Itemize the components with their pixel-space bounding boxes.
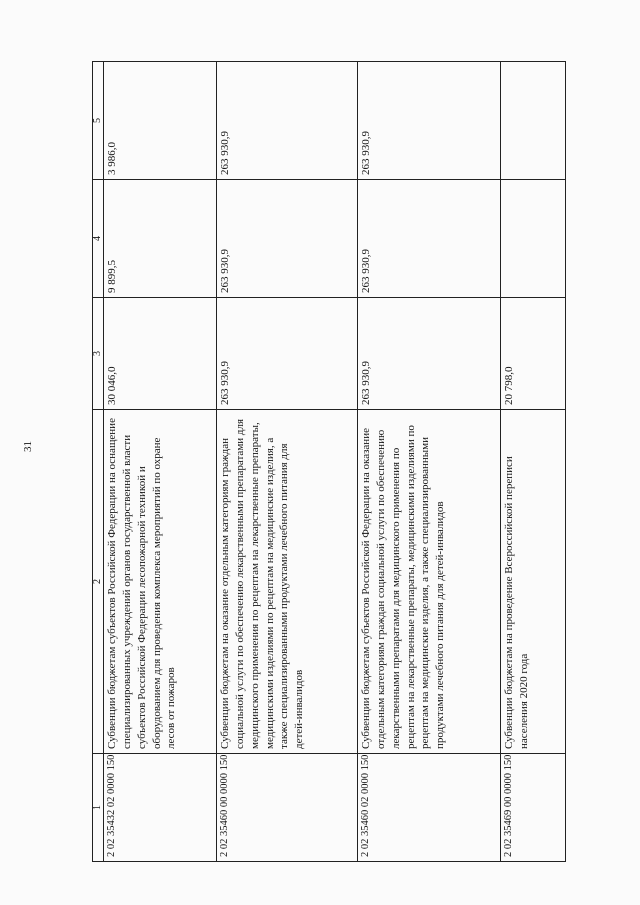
column-header: 2 bbox=[93, 410, 104, 754]
amount-cell: 263 930,9 bbox=[358, 180, 501, 298]
budget-code-cell: 2 02 35460 00 0000 150 bbox=[217, 754, 358, 862]
table-row bbox=[358, 62, 501, 862]
column-header: 3 bbox=[93, 298, 104, 410]
amount-cell: 263 930,9 bbox=[358, 298, 501, 410]
column-header: 5 bbox=[93, 62, 104, 180]
amount-cell: 263 930,9 bbox=[217, 180, 358, 298]
amount-cell bbox=[501, 180, 566, 298]
table-header-row bbox=[93, 62, 104, 862]
description-cell: Субвенции бюджетам субъектов Российской Федерации на оказание отдельным категориям граждан социальной услуги по обеспечению лекарственными препаратами для медицинского применения по рецептам на лекарственные препараты, медицинскими изделиями по рецептам на медицинские изделия, а также специализированными продуктами лечебного питания для детей-инвалидов bbox=[358, 410, 501, 754]
column-header: 4 bbox=[93, 180, 104, 298]
amount-cell: 20 798,0 bbox=[501, 298, 566, 410]
page-number: 31 bbox=[22, 441, 34, 452]
budget-code-cell: 2 02 35432 02 0000 150 bbox=[104, 754, 217, 862]
amount-cell: 30 046,0 bbox=[104, 298, 217, 410]
budget-code-cell: 2 02 35469 00 0000 150 bbox=[501, 754, 566, 862]
amount-cell: 263 930,9 bbox=[358, 62, 501, 180]
description-cell: Субвенции бюджетам на оказание отдельным категориям граждан социальной услуги по обеспечению лекарственными препаратами для медицинского применения по рецептам на лекарственные препараты, медицинскими изделиями по рецептам на медицинские изделия, а также специализированными продуктами лечебного питания для детей-инвалидов bbox=[217, 410, 358, 754]
amount-cell: 3 986,0 bbox=[104, 62, 217, 180]
column-header: 1 bbox=[93, 754, 104, 862]
description-cell: Субвенции бюджетам субъектов Российской Федерации на оснащение специализированных учреждений органов государственной власти субъектов Российской Федерации лесопожарной техникой и оборудованием для проведения комплекса мероприятий по охране лесов от пожаров bbox=[104, 410, 217, 754]
amount-cell: 263 930,9 bbox=[217, 62, 358, 180]
budget-table-container bbox=[92, 62, 579, 862]
budget-code-cell: 2 02 35460 02 0000 150 bbox=[358, 754, 501, 862]
budget-table bbox=[92, 61, 566, 862]
amount-cell: 9 899,5 bbox=[104, 180, 217, 298]
table-row bbox=[104, 62, 217, 862]
table-row bbox=[217, 62, 358, 862]
amount-cell: 263 930,9 bbox=[217, 298, 358, 410]
description-cell: Субвенции бюджетам на проведение Всероссийской переписи населения 2020 года bbox=[501, 410, 566, 754]
amount-cell bbox=[501, 62, 566, 180]
table-row bbox=[501, 62, 566, 862]
